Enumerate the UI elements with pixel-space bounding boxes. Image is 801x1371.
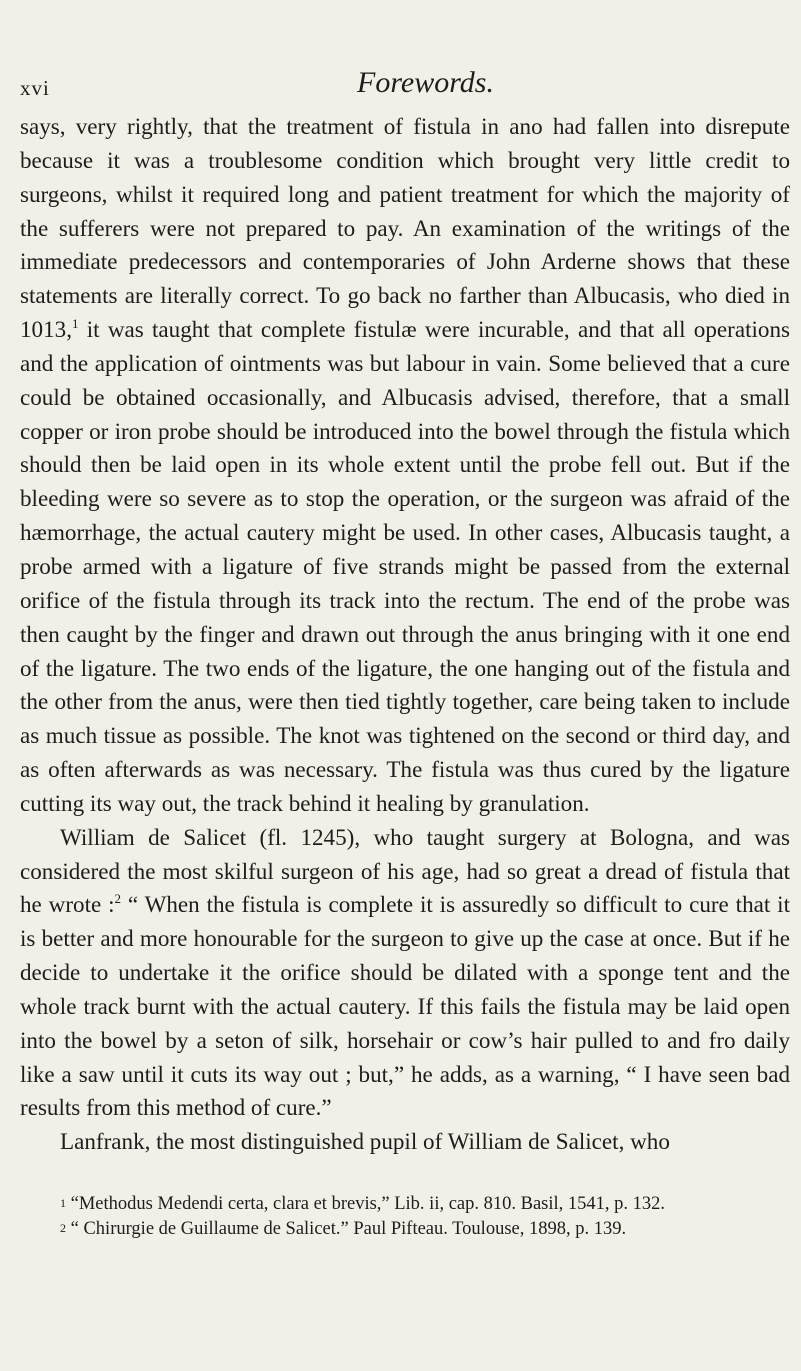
footnote-ref-2: 2 [114,891,122,907]
footnote-2-mark: 2 [60,1221,66,1235]
footnotes [20,1192,790,1242]
paragraph-3: Lanfrank, the most distinguished pupil of William de Salicet, who [60,1128,670,1155]
paragraph-1 [20,110,790,821]
paragraph-2-text: William de Salicet (fl. 1245), who taught surgery at Bologna, and was considered the most skilful surgeon of his age, had so great a dread of fistula that he wrote : [20,823,790,918]
footnote-1-mark: 1 [60,1196,66,1210]
footnote-ref-1: 1 [71,316,79,332]
paragraph-2 [20,821,790,1126]
footnote-2-text: “ Chirurgie de Guillaume de Salicet.” Paul Pifteau. Toulouse, 1898, p. 139. [66,1219,627,1239]
paragraph-1-text-continued: it was taught that complete fistulæ were incurable, and that all operations and the application of ointments was but labour in vain. Some believed that a cure could be obtained occasionally, and Albucasis advised, therefore, that a small copper or iron probe should be introduced into the bowel through the fistula which should then be laid open in its whole extent until the probe fell out. But if the bleeding were so severe as to stop the operation, or the surgeon was afraid of the hæmorrhage, the actual cautery might be used. In other cases, Albucasis taught, a probe armed with a ligature of five strands might be passed from the external orifice of the fistula through its track into the rectum. The end of the probe was then caught by the finger and drawn out through the anus bringing with it one end of the ligature. The two ends of the ligature, the one hanging out of the fistula and the other from the anus, were then tied tightly together, care being taken to include as much tissue as possible. The knot was tightened on the second or third day, and as often afterwards as was necessary. The fistula was thus cured by the ligature cutting its way out, the track behind it healing by granulation. [20,316,790,816]
footnote-2 [20,1217,790,1242]
paragraph-2-text-continued: “ When the fistula is complete it is assuredly so difficult to cure that it is better and more honourable for the surgeon to give up the case at once. But if he decide to undertake it the orifice should be dilated with a sponge tent and the whole track burnt with the actual cautery. If this fails the fistula may be laid open into the bowel by a seton of silk, horsehair or cow’s hair pulled to and fro daily like a saw until it cuts its way out ; but,” he adds, as a warning, “ I have seen bad results from this method of cure.” [20,891,790,1121]
body-text [20,110,790,1159]
footnote-1-text: “Methodus Medendi certa, clara et brevis,” Lib. ii, cap. 810. Basil, 1541, p. 132. [66,1194,666,1214]
paragraph-1-text: says, very rightly, that the treatment of fistula in ano had fallen into disrepute because it was a troublesome condition which brought very little credit to surgeons, whilst it required long and patient treatment for which the majority of the sufferers were not prepared to pay. An examination of the writings of the immediate predecessors and contemporaries of John Arderne shows that these statements are literally correct. To go back no farther than Albucasis, who died in 1013, [20,113,790,343]
running-title: Forewords. [357,66,494,99]
footnote-1 [20,1192,790,1217]
page-number: xvi [20,76,50,100]
